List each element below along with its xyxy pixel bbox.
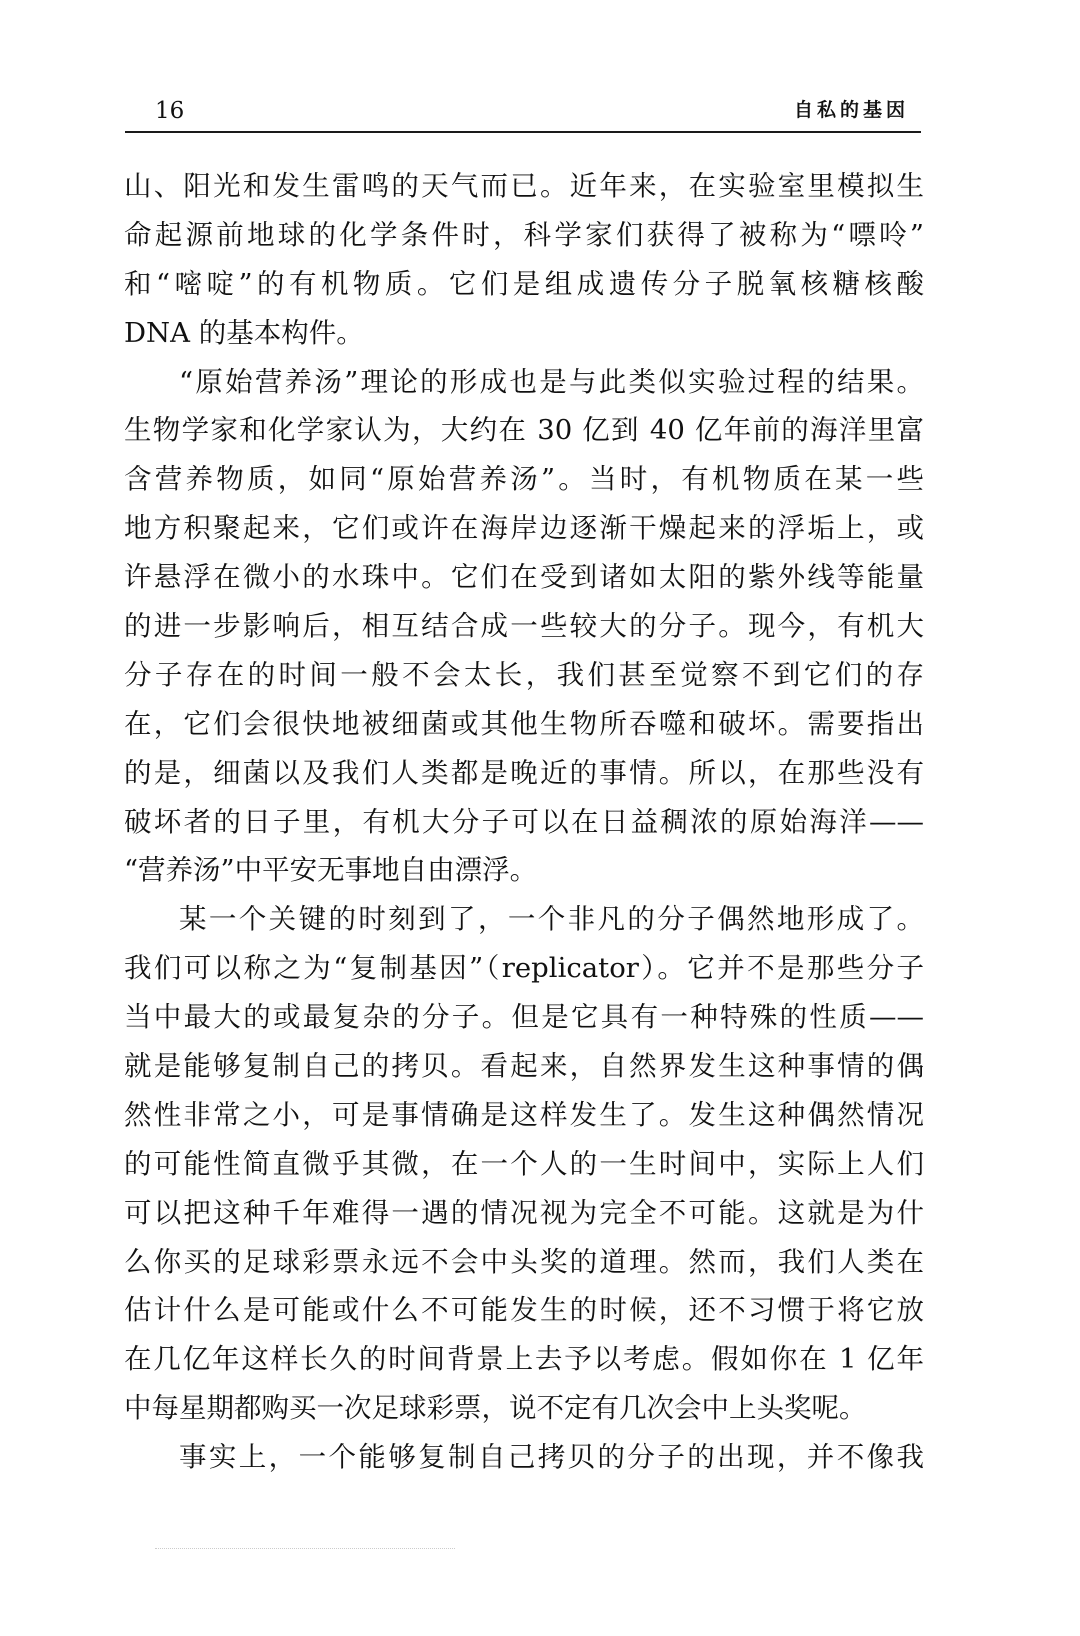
running-title: 自私的基因 — [793, 99, 909, 121]
text-line: 我们可以称之为“复制基因”（replicator）。它并不是那些分子 — [124, 952, 924, 985]
header-rule — [125, 131, 921, 133]
text-line: 么你买的足球彩票永远不会中头奖的道理。然而，我们人类在 — [124, 1245, 924, 1278]
text-line: 事实上，一个能够复制自己拷贝的分子的出现，并不像我 — [179, 1441, 924, 1474]
text-line: 含营养物质，如同“原始营养汤”。当时，有机物质在某一些 — [124, 463, 924, 496]
text-line: 在几亿年这样长久的时间背景上去予以考虑。假如你在 1 亿年 — [124, 1343, 924, 1376]
text-line: 就是能够复制自己的拷贝。看起来，自然界发生这种事情的偶 — [124, 1050, 924, 1083]
page-number: 16 — [155, 98, 185, 124]
text-line: 许悬浮在微小的水珠中。它们在受到诸如太阳的紫外线等能量 — [124, 561, 924, 594]
text-line: “原始营养汤”理论的形成也是与此类似实验过程的结果。 — [179, 365, 924, 398]
text-line: 某一个关键的时刻到了，一个非凡的分子偶然地形成了。 — [179, 903, 924, 936]
text-line: DNA 的基本构件。 — [124, 316, 364, 349]
text-line: 地方积聚起来，它们或许在海岸边逐渐干燥起来的浮垢上，或 — [124, 512, 924, 545]
text-line: 生物学家和化学家认为，大约在 30 亿到 40 亿年前的海洋里富 — [124, 414, 924, 447]
scan-noise — [155, 1548, 455, 1553]
text-line: 分子存在的时间一般不会太长，我们甚至觉察不到它们的存 — [124, 658, 924, 691]
text-line: 在，它们会很快地被细菌或其他生物所吞噬和破坏。需要指出 — [124, 707, 924, 740]
body-text — [124, 162, 924, 1482]
text-line: 然性非常之小，可是事情确是这样发生了。发生这种偶然情况 — [124, 1098, 924, 1131]
text-line: 可以把这种千年难得一遇的情况视为完全不可能。这就是为什 — [124, 1196, 924, 1229]
text-line: 当中最大的或最复杂的分子。但是它具有一种特殊的性质—— — [124, 1001, 924, 1034]
page-header — [125, 88, 921, 128]
text-line: 中每星期都购买一次足球彩票，说不定有几次会中上头奖呢。 — [124, 1392, 867, 1425]
text-line: 破坏者的日子里，有机大分子可以在日益稠浓的原始海洋—— — [124, 805, 924, 838]
text-line: 的进一步影响后，相互结合成一些较大的分子。现今，有机大 — [124, 610, 924, 643]
text-line: 估计什么是可能或什么不可能发生的时候，还不习惯于将它放 — [124, 1294, 924, 1327]
text-line: 命起源前地球的化学条件时，科学家们获得了被称为“嘌呤” — [124, 218, 924, 251]
text-line: “营养汤”中平安无事地自由漂浮。 — [124, 854, 538, 887]
text-line: 山、阳光和发生雷鸣的天气而已。近年来，在实验室里模拟生 — [124, 170, 924, 202]
text-line: 的可能性简直微乎其微，在一个人的一生时间中，实际上人们 — [124, 1147, 924, 1180]
text-line: 和“嘧啶”的有机物质。它们是组成遗传分子脱氧核糖核酸 — [124, 267, 924, 300]
text-line: 的是，细菌以及我们人类都是晚近的事情。所以，在那些没有 — [124, 756, 924, 789]
